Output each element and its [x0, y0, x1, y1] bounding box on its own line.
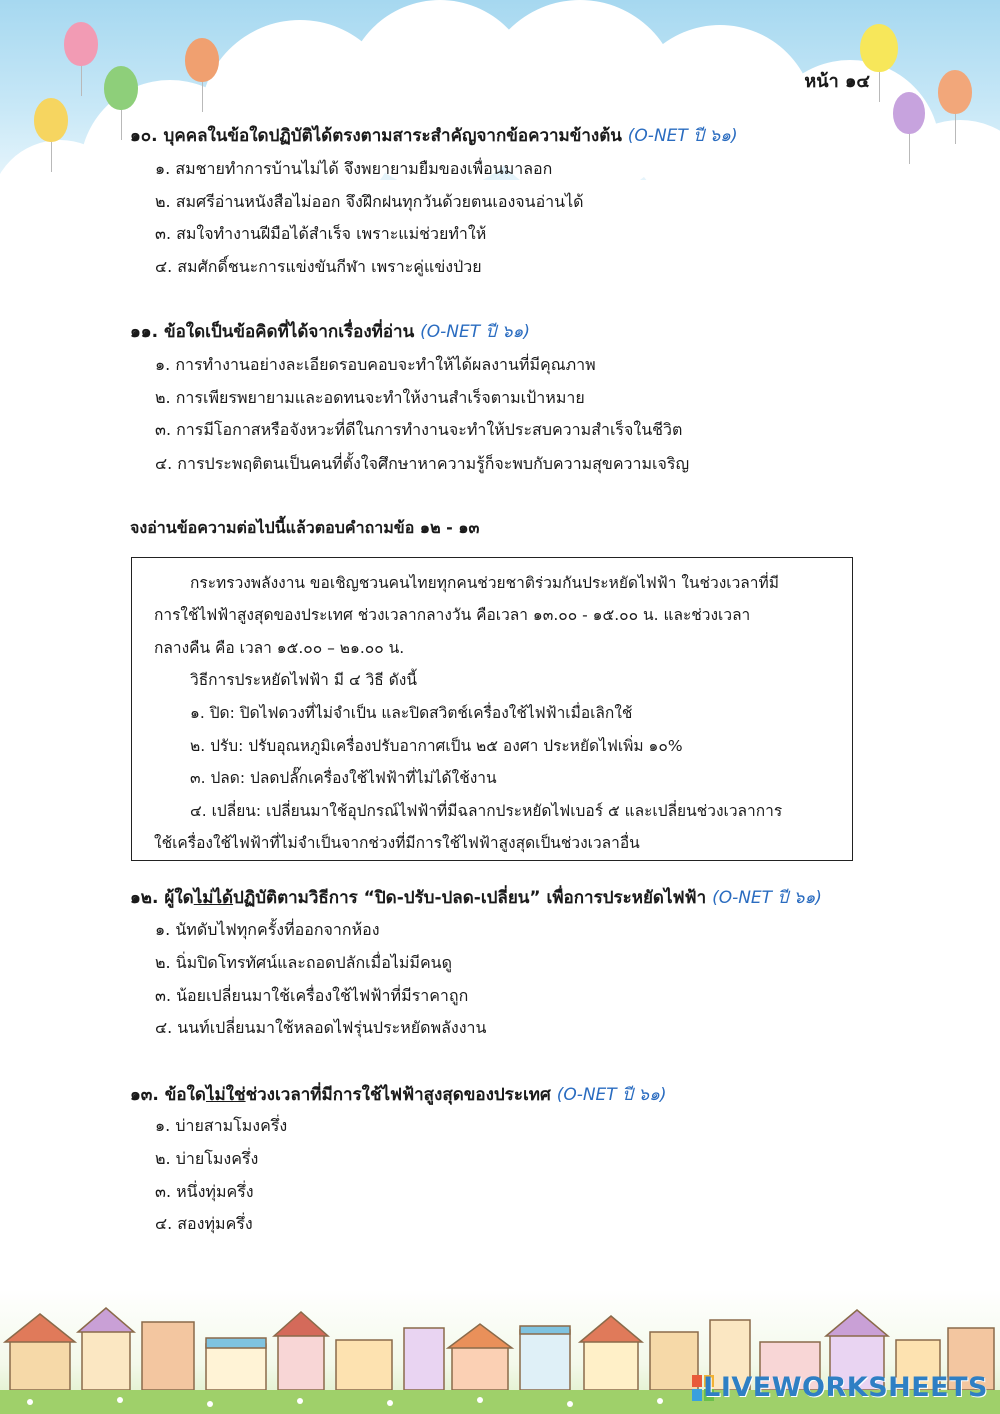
- question-11-text: ๑๑. ข้อใดเป็นข้อคิดที่ได้จากเรื่องที่อ่าน: [130, 322, 415, 342]
- question-11-source: (O-NET ปี ๖๑): [420, 322, 530, 342]
- passage-line: วิธีการประหยัดไฟฟ้า มี ๔ วิธี ดังนี้: [190, 671, 417, 689]
- passage-line: ๔. เปลี่ยน: เปลี่ยนมาใช้อุปกรณ์ไฟฟ้าที่มีฉลากประหยัดไฟเบอร์ ๕ และเปลี่ยนช่วงเวลาการ: [190, 802, 783, 820]
- page-number: หน้า ๑๔: [804, 71, 870, 92]
- question-12-option-3[interactable]: ๓. น้อยเปลี่ยนมาใช้เครื่องใช้ไฟฟ้าที่มีราคาถูก: [155, 986, 469, 1005]
- question-13-option-4[interactable]: ๔. สองทุ่มครึ่ง: [155, 1214, 253, 1233]
- question-13-option-3[interactable]: ๓. หนึ่งทุ่มครึ่ง: [155, 1182, 254, 1201]
- question-13-prefix: ๑๓. ข้อใด: [130, 1085, 206, 1105]
- passage-line: กระทรวงพลังงาน ขอเชิญชวนคนไทยทุกคนช่วยชาติร่วมกันประหยัดไฟฟ้า ในช่วงเวลาที่มี: [190, 574, 779, 592]
- question-12-underlined: ไม่ได้: [193, 888, 234, 908]
- question-10-option-1[interactable]: ๑. สมชายทำการบ้านไม่ได้ จึงพยายามยืมของเพื่อนมาลอก: [155, 159, 553, 178]
- passage-line: กลางคืน คือ เวลา ๑๕.๐๐ – ๒๑.๐๐ น.: [154, 639, 405, 657]
- question-13-title: [130, 1081, 667, 1108]
- passage-line: ๓. ปลด: ปลดปลั๊กเครื่องใช้ไฟฟ้าที่ไม่ได้ใช้งาน: [190, 769, 497, 787]
- passage-line: ๑. ปิด: ปิดไฟดวงที่ไม่จำเป็น และปิดสวิตช์เครื่องใช้ไฟฟ้าเมื่อเลิกใช้: [190, 704, 633, 722]
- balloon-green-icon: [104, 66, 138, 110]
- question-13-source: (O-NET ปี ๖๑): [556, 1085, 667, 1105]
- question-13-option-1[interactable]: ๑. บ่ายสามโมงครึ่ง: [155, 1116, 288, 1135]
- reading-passage-box: [131, 557, 853, 861]
- question-10-option-4[interactable]: ๔. สมศักดิ์ชนะการแข่งขันกีฬา เพราะคู่แข่งป่วย: [155, 257, 482, 276]
- question-12-source: (O-NET ปี ๖๑): [712, 888, 822, 908]
- passage-line: ๒. ปรับ: ปรับอุณหภูมิเครื่องปรับอากาศเป็น ๒๕ องศา ประหยัดไฟเพิ่ม ๑๐%: [190, 737, 683, 755]
- question-13-underlined: ไม่ใช่: [205, 1085, 246, 1105]
- question-12-option-1[interactable]: ๑. นัทดับไฟทุกครั้งที่ออกจากห้อง: [155, 920, 380, 939]
- question-10-option-2[interactable]: ๒. สมศรีอ่านหนังสือไม่ออก จึงฝึกฝนทุกวันด้วยตนเองจนอ่านได้: [155, 192, 584, 211]
- balloon-yellow-icon: [34, 98, 68, 142]
- balloon-orange-icon: [185, 38, 219, 82]
- question-12-option-4[interactable]: ๔. นนท์เปลี่ยนมาใช้หลอดไฟรุ่นประหยัดพลังงาน: [155, 1018, 487, 1037]
- question-13-option-2[interactable]: ๒. บ่ายโมงครึ่ง: [155, 1149, 259, 1168]
- question-11-option-2[interactable]: ๒. การเพียรพยายามและอดทนจะทำให้งานสำเร็จตามเป้าหมาย: [155, 388, 585, 407]
- question-11-option-3[interactable]: ๓. การมีโอกาสหรือจังหวะที่ดีในการทำงานจะทำให้ประสบความสำเร็จในชีวิต: [155, 420, 683, 439]
- passage-line: ใช้เครื่องใช้ไฟฟ้าที่ไม่จำเป็นจากช่วงที่มีการใช้ไฟฟ้าสูงสุดเป็นช่วงเวลาอื่น: [154, 834, 640, 852]
- reading-instruction: จงอ่านข้อความต่อไปนี้แล้วตอบคำถามข้อ ๑๒ - ๑๓: [130, 518, 480, 537]
- balloon-purple-icon: [893, 92, 925, 134]
- question-10-text: ๑๐. บุคคลในข้อใดปฏิบัติได้ตรงตามสาระสำคัญจากข้อความข้างต้น: [130, 126, 622, 146]
- question-12-title: [130, 884, 822, 911]
- question-12-suffix: ปฏิบัติตามวิธีการ “ปิด-ปรับ-ปลด-เปลี่ยน” เพื่อการประหยัดไฟฟ้า: [233, 888, 707, 908]
- liveworksheets-brand[interactable]: LIVEWORKSHEETS: [703, 1372, 988, 1403]
- balloon-pink-icon: [64, 22, 98, 66]
- question-10-title: [130, 122, 738, 149]
- balloon-yellow-icon: [860, 24, 898, 72]
- question-12-prefix: ๑๒. ผู้ใด: [130, 888, 194, 908]
- question-13-suffix: ช่วงเวลาที่มีการใช้ไฟฟ้าสูงสุดของประเทศ: [245, 1085, 551, 1105]
- question-10-option-3[interactable]: ๓. สมใจทำงานฝีมือได้สำเร็จ เพราะแม่ช่วยทำให้: [155, 224, 487, 243]
- question-10-source: (O-NET ปี ๖๑): [627, 126, 738, 146]
- question-11-option-4[interactable]: ๔. การประพฤติตนเป็นคนที่ตั้งใจศึกษาหาความรู้ก็จะพบกับความสุขความเจริญ: [155, 454, 690, 473]
- balloon-orange-icon: [938, 70, 972, 114]
- passage-line: การใช้ไฟฟ้าสูงสุดของประเทศ ช่วงเวลากลางวัน คือเวลา ๑๓.๐๐ - ๑๕.๐๐ น. และช่วงเวลา: [154, 606, 751, 624]
- question-11-option-1[interactable]: ๑. การทำงานอย่างละเอียดรอบคอบจะทำให้ได้ผลงานที่มีคุณภาพ: [155, 355, 596, 374]
- question-12-option-2[interactable]: ๒. นิ่มปิดโทรทัศน์และถอดปลักเมื่อไม่มีคนดู: [155, 953, 452, 972]
- question-11-title: [130, 318, 530, 345]
